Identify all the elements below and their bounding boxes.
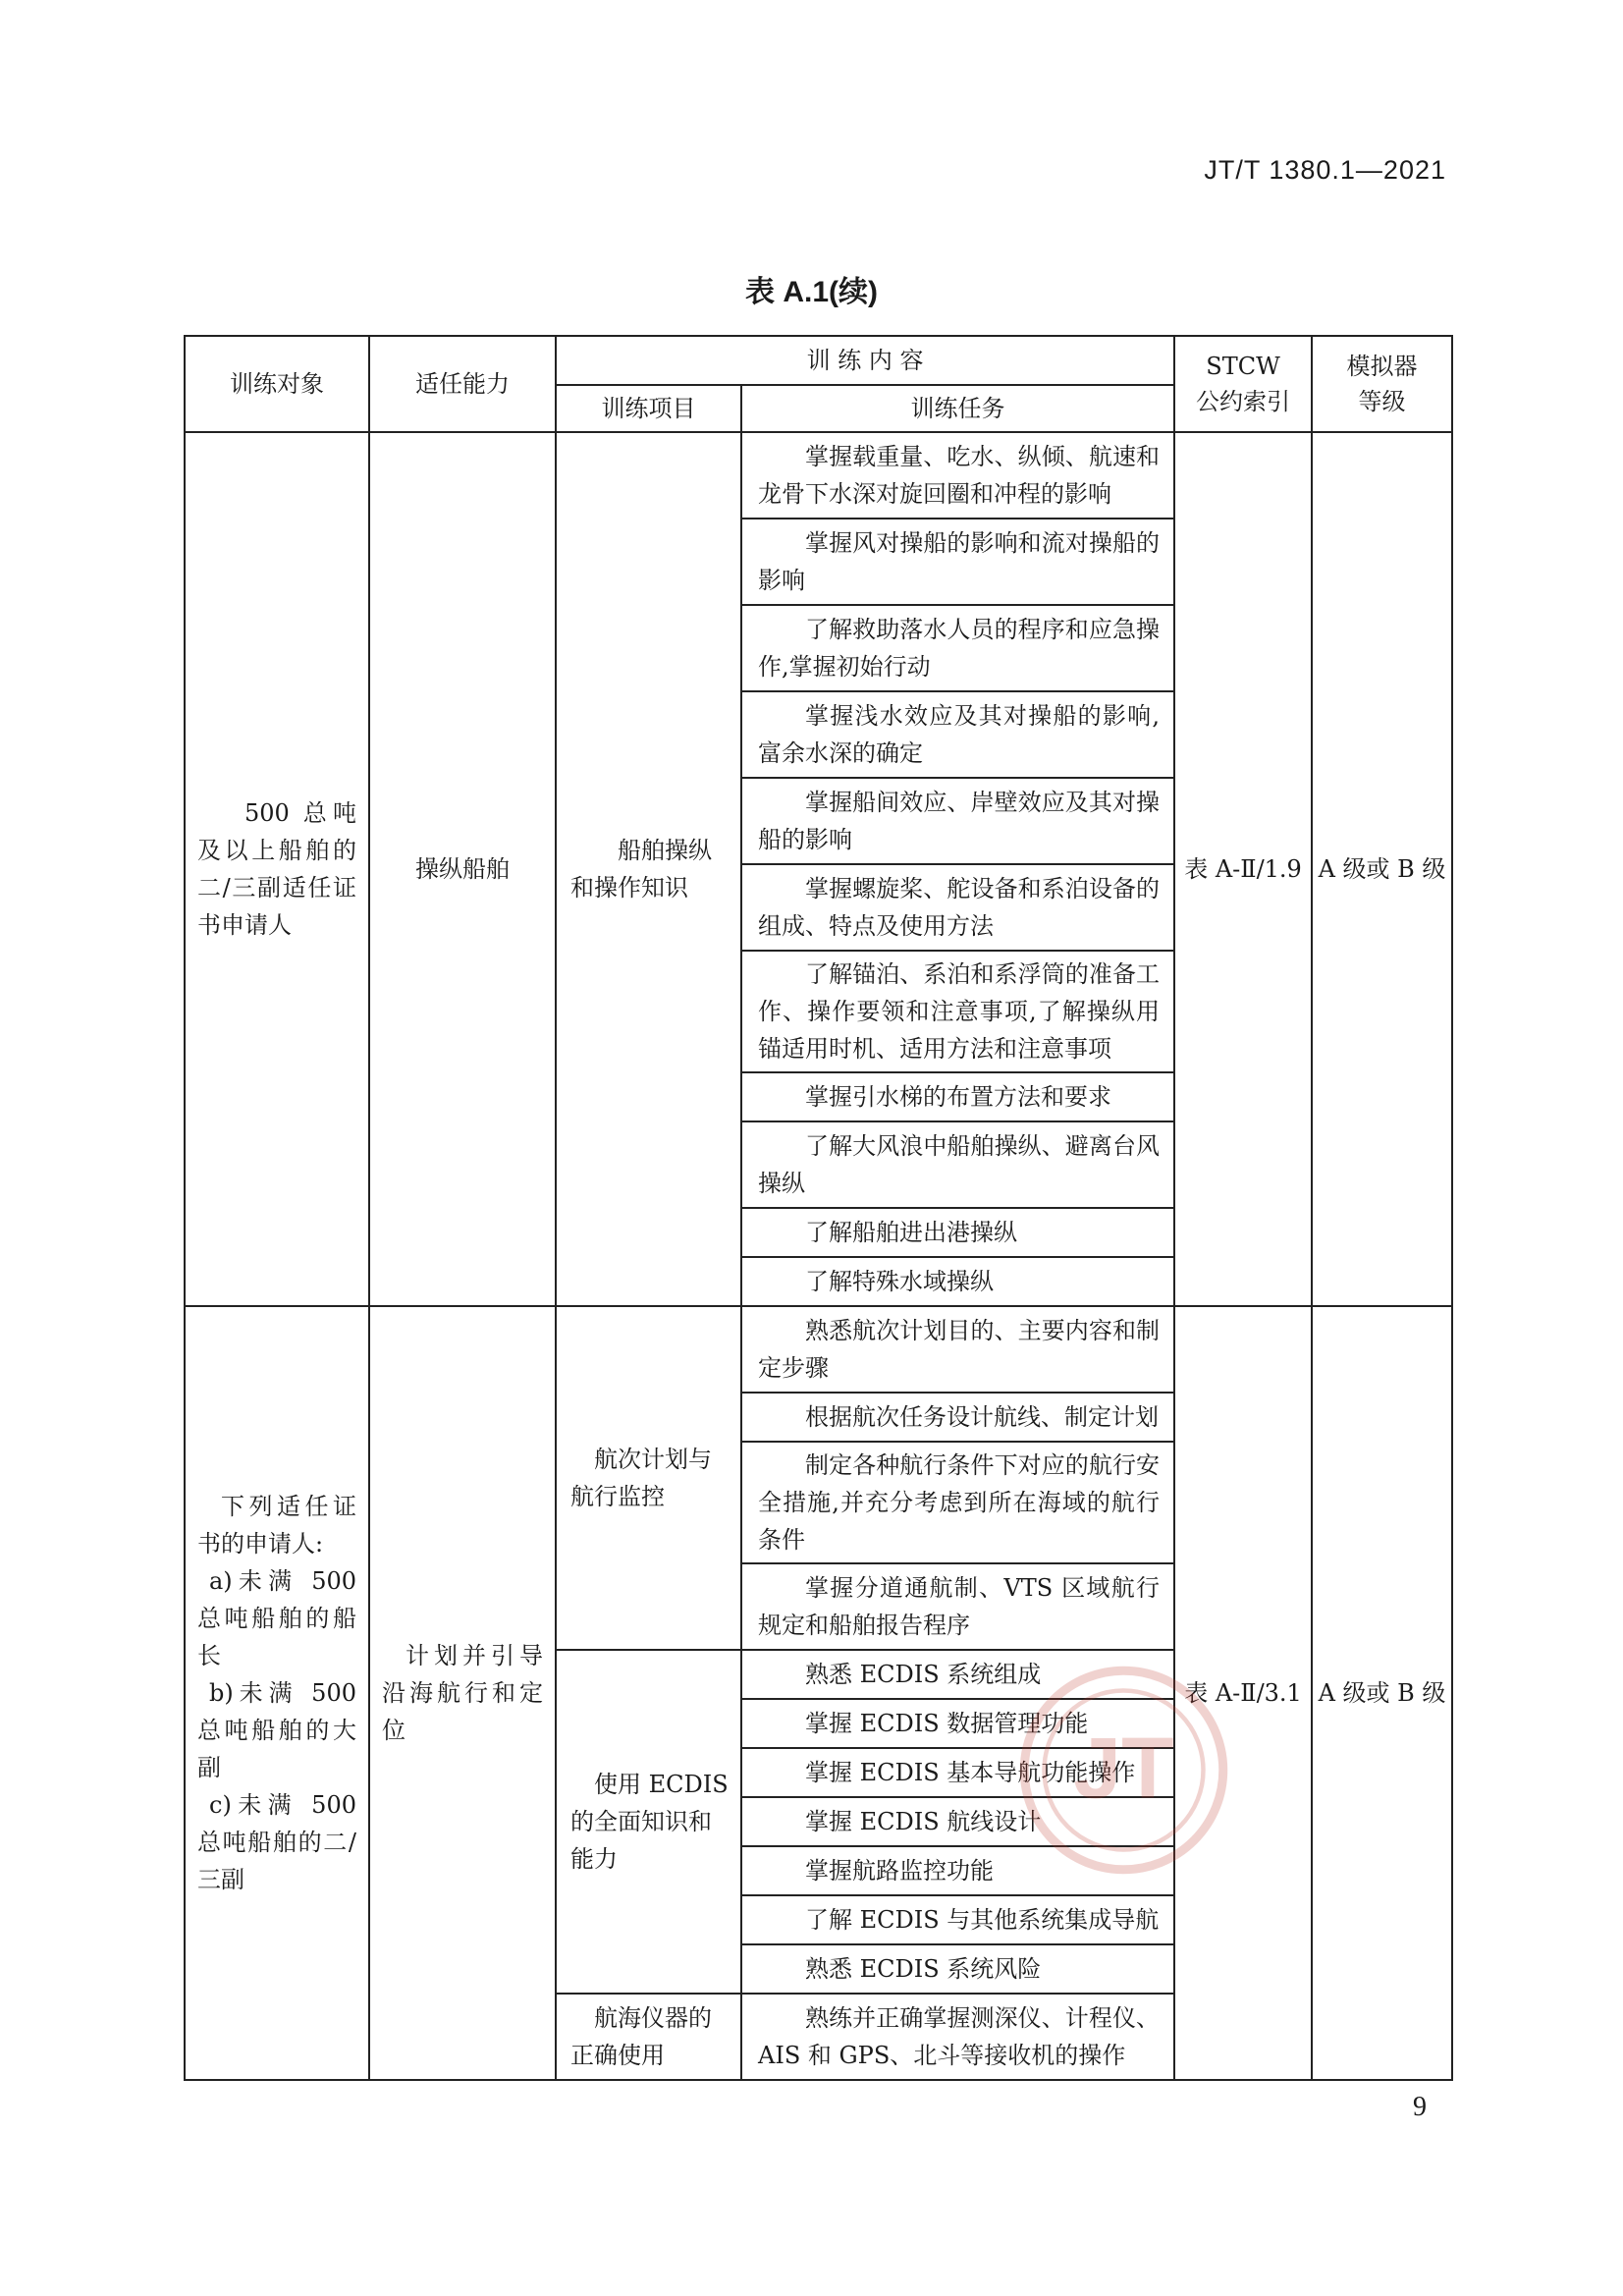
stcw-reference: 表 A-Ⅱ/1.9 — [1174, 432, 1312, 1306]
target-line: c)未满 500 总吨船舶的二/三副 — [197, 1791, 356, 1893]
col-header-competence: 适任能力 — [369, 336, 556, 432]
training-task: 了解船舶进出港操纵 — [741, 1208, 1174, 1257]
page-number: 9 — [1413, 2092, 1427, 2122]
training-target — [185, 432, 369, 1306]
target-line: a)未满 500 总吨船舶的船长 — [197, 1567, 356, 1669]
col-header-item: 训练项目 — [556, 385, 741, 432]
training-task: 根据航次任务设计航线、制定计划 — [741, 1393, 1174, 1442]
stcw-reference: 表 A-Ⅱ/3.1 — [1174, 1306, 1312, 2080]
training-task: 了解特殊水域操纵 — [741, 1257, 1174, 1306]
training-task: 掌握航路监控功能 — [741, 1846, 1174, 1895]
target-line: 下列适任证书的申请人: — [197, 1493, 356, 1558]
col-header-task: 训练任务 — [741, 385, 1174, 432]
table-caption: 表 A.1(续) — [745, 276, 878, 308]
target-text: 500 总吨及以上船舶的二/三副适任证书申请人 — [197, 799, 356, 939]
standard-code: JT/T 1380.1—2021 — [1204, 155, 1446, 185]
training-task: 掌握载重量、吃水、纵倾、航速和龙骨下水深对旋回圈和冲程的影响 — [741, 432, 1174, 519]
training-task: 了解救助落水人员的程序和应急操作,掌握初始行动 — [741, 605, 1174, 691]
simulator-level: A 级或 B 级 — [1312, 1306, 1452, 2080]
training-item — [556, 1306, 741, 1650]
col-header-target: 训练对象 — [185, 336, 369, 432]
training-task: 制定各种航行条件下对应的航行安全措施,并充分考虑到所在海域的航行条件 — [741, 1442, 1174, 1563]
training-task: 掌握浅水效应及其对操船的影响,富余水深的确定 — [741, 691, 1174, 778]
training-task: 了解 ECDIS 与其他系统集成导航 — [741, 1895, 1174, 1944]
training-task: 掌握船间效应、岸壁效应及其对操船的影响 — [741, 778, 1174, 864]
training-item — [556, 432, 741, 1306]
training-task: 掌握 ECDIS 航线设计 — [741, 1797, 1174, 1846]
competence: 操纵船舶 — [369, 432, 556, 1306]
training-task: 熟悉 ECDIS 系统组成 — [741, 1650, 1174, 1699]
training-task: 掌握 ECDIS 数据管理功能 — [741, 1699, 1174, 1748]
col-header-content: 训 练 内 容 — [556, 336, 1174, 385]
training-target — [185, 1306, 369, 2080]
training-task: 熟练并正确掌握测深仪、计程仪、AIS 和 GPS、北斗等接收机的操作 — [741, 1994, 1174, 2080]
training-task: 掌握分道通航制、VTS 区域航行规定和船舶报告程序 — [741, 1563, 1174, 1650]
training-task: 熟悉 ECDIS 系统风险 — [741, 1944, 1174, 1994]
target-line: b)未满 500 总吨船舶的大副 — [197, 1679, 356, 1781]
training-task: 掌握引水梯的布置方法和要求 — [741, 1072, 1174, 1121]
training-table — [184, 335, 1453, 2081]
training-task: 熟悉航次计划目的、主要内容和制定步骤 — [741, 1306, 1174, 1393]
simulator-level: A 级或 B 级 — [1312, 432, 1452, 1306]
training-item — [556, 1650, 741, 1994]
table-row — [185, 1306, 1452, 1393]
training-task: 了解锚泊、系泊和系浮筒的准备工作、操作要领和注意事项,了解操纵用锚适用时机、适用方法和注意事项 — [741, 951, 1174, 1072]
item-text: 航海仪器的正确使用 — [570, 2004, 712, 2069]
training-item — [556, 1994, 741, 2080]
stamp-text: JT — [1073, 1720, 1174, 1817]
item-text: 船舶操纵和操作知识 — [570, 837, 712, 902]
training-task: 掌握风对操船的影响和流对操船的影响 — [741, 519, 1174, 605]
item-text: 使用 ECDIS 的全面知识和能力 — [570, 1771, 729, 1873]
competence: 计划并引导沿海航行和定位 — [369, 1306, 556, 2080]
item-text: 航次计划与航行监控 — [570, 1446, 712, 1510]
col-header-simulator: 模拟器等级 — [1312, 336, 1452, 432]
training-task: 掌握螺旋桨、舵设备和系泊设备的组成、特点及使用方法 — [741, 864, 1174, 951]
col-header-stcw: STCW公约索引 — [1174, 336, 1312, 432]
training-task: 掌握 ECDIS 基本导航功能操作 — [741, 1748, 1174, 1797]
training-task: 了解大风浪中船舶操纵、避离台风操纵 — [741, 1121, 1174, 1208]
table-row — [185, 432, 1452, 519]
